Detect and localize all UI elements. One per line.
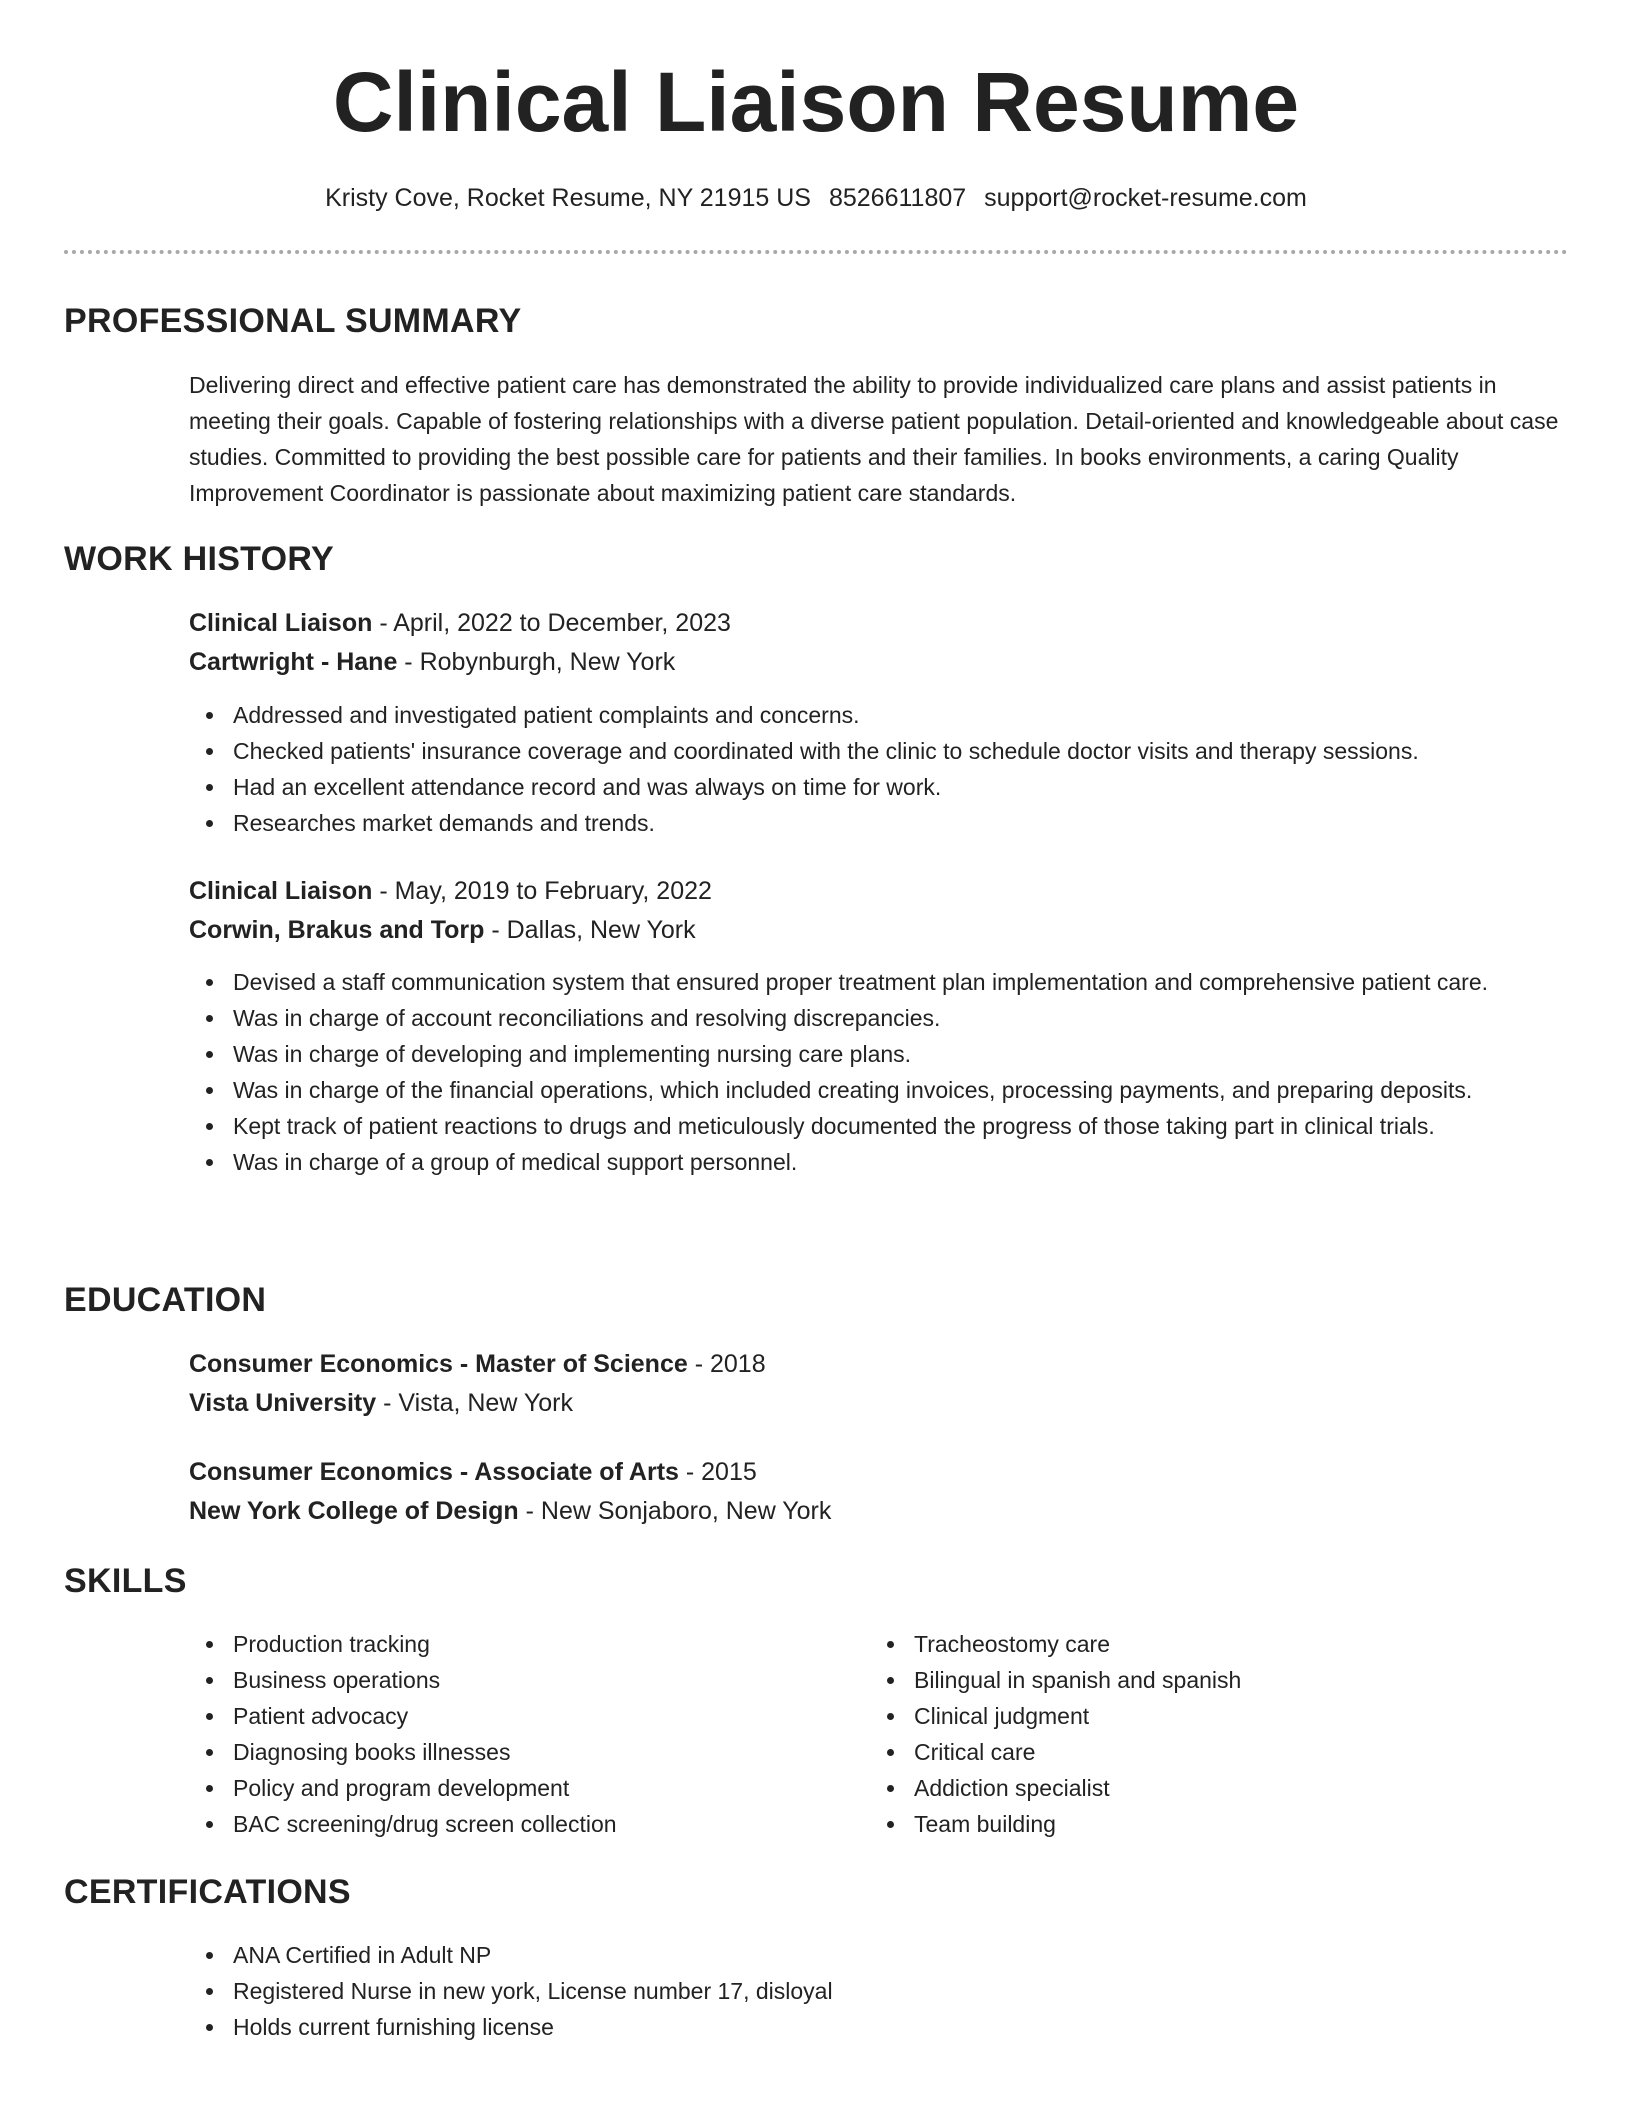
contact-line (0, 180, 1632, 216)
education-year: - 2015 (678, 1458, 757, 1486)
education-location: - Vista, New York (376, 1389, 573, 1417)
job-title: Clinical Liaison (189, 609, 373, 637)
list-item: Devised a staff communication system that ensured proper treatment plan implementation and comprehensive patient care. (189, 964, 1559, 1000)
summary-block (189, 367, 1559, 511)
education-school-line (189, 1384, 1559, 1423)
education-school: Vista University (189, 1389, 377, 1417)
section-heading-certifications: CERTIFICATIONS (64, 1873, 351, 1911)
job-title: Clinical Liaison (189, 877, 373, 905)
list-item: Addressed and investigated patient complaints and concerns. (189, 697, 1559, 733)
section-heading-work-history: WORK HISTORY (64, 540, 334, 578)
list-item: Had an excellent attendance record and was always on time for work. (189, 769, 1559, 805)
education-entry (189, 1345, 1559, 1423)
skill-item: Production tracking (189, 1626, 829, 1662)
list-item: Checked patients' insurance coverage and coordinated with the clinic to schedule doctor visits and therapy sessions. (189, 733, 1559, 769)
skill-item: Addiction specialist (870, 1770, 1510, 1806)
education-degree: Consumer Economics - Associate of Arts (189, 1458, 679, 1486)
skill-item: Critical care (870, 1734, 1510, 1770)
contact-email: support@rocket-resume.com (984, 184, 1307, 212)
skills-list-left (189, 1626, 829, 1842)
header-divider (64, 250, 1568, 254)
education-year: - 2018 (687, 1350, 766, 1378)
resume-title: Clinical Liaison Resume (332, 55, 1300, 149)
summary-text: Delivering direct and effective patient care has demonstrated the ability to provide individualized care plans and assist patients in meeting their goals. Capable of fostering relationships with a diverse patient population. Detail-oriented and knowledgeable about case studies. Committed to providing the best possible care for patients and their families. In books environments, a caring Quality Improvement Coordinator is passionate about maximizing patient care standards. (189, 372, 1559, 506)
list-item: Kept track of patient reactions to drugs and meticulously documented the progress of those taking part in clinical trials. (189, 1108, 1559, 1144)
skill-item: Team building (870, 1806, 1510, 1842)
contact-phone: 8526611807 (828, 184, 967, 212)
skill-item: BAC screening/drug screen collection (189, 1806, 829, 1842)
contact-address: Kristy Cove, Rocket Resume, NY 21915 US (325, 184, 811, 212)
skill-item: Business operations (189, 1662, 829, 1698)
list-item: Researches market demands and trends. (189, 805, 1559, 841)
skills-list-right (870, 1626, 1510, 1842)
job-bullets (189, 964, 1559, 1180)
education-degree-line (189, 1345, 1559, 1384)
job-dates: - May, 2019 to February, 2022 (372, 877, 712, 905)
certifications-list (189, 1937, 1559, 2045)
section-heading-education: EDUCATION (64, 1281, 267, 1319)
education-school: New York College of Design (189, 1497, 519, 1525)
job-entry (189, 872, 1559, 950)
job-company: Cartwright - Hane (189, 648, 398, 676)
job-location: - Robynburgh, New York (397, 648, 676, 676)
certification-item: Holds current furnishing license (189, 2009, 1559, 2045)
job-company-line (189, 643, 1559, 682)
skill-item: Clinical judgment (870, 1698, 1510, 1734)
list-item: Was in charge of account reconciliations and resolving discrepancies. (189, 1000, 1559, 1036)
list-item: Was in charge of the financial operations, which included creating invoices, processing payments, and preparing deposits. (189, 1072, 1559, 1108)
skill-item: Bilingual in spanish and spanish (870, 1662, 1510, 1698)
job-location: - Dallas, New York (484, 916, 696, 944)
job-dates: - April, 2022 to December, 2023 (372, 609, 731, 637)
job-company: Corwin, Brakus and Torp (189, 916, 485, 944)
job-bullets (189, 697, 1559, 841)
list-item: Was in charge of developing and implementing nursing care plans. (189, 1036, 1559, 1072)
job-title-line (189, 872, 1559, 911)
skill-item: Patient advocacy (189, 1698, 829, 1734)
list-item: Was in charge of a group of medical support personnel. (189, 1144, 1559, 1180)
job-entry (189, 604, 1559, 682)
education-location: - New Sonjaboro, New York (518, 1497, 832, 1525)
certification-item: ANA Certified in Adult NP (189, 1937, 1559, 1973)
section-heading-skills: SKILLS (64, 1562, 187, 1600)
certification-item: Registered Nurse in new york, License number 17, disloyal (189, 1973, 1559, 2009)
education-degree-line (189, 1453, 1559, 1492)
job-company-line (189, 911, 1559, 950)
skill-item: Tracheostomy care (870, 1626, 1510, 1662)
skill-item: Diagnosing books illnesses (189, 1734, 829, 1770)
job-title-line (189, 604, 1559, 643)
skill-item: Policy and program development (189, 1770, 829, 1806)
section-heading-summary: PROFESSIONAL SUMMARY (64, 302, 522, 340)
education-degree: Consumer Economics - Master of Science (189, 1350, 688, 1378)
education-entry (189, 1453, 1559, 1531)
education-school-line (189, 1492, 1559, 1531)
